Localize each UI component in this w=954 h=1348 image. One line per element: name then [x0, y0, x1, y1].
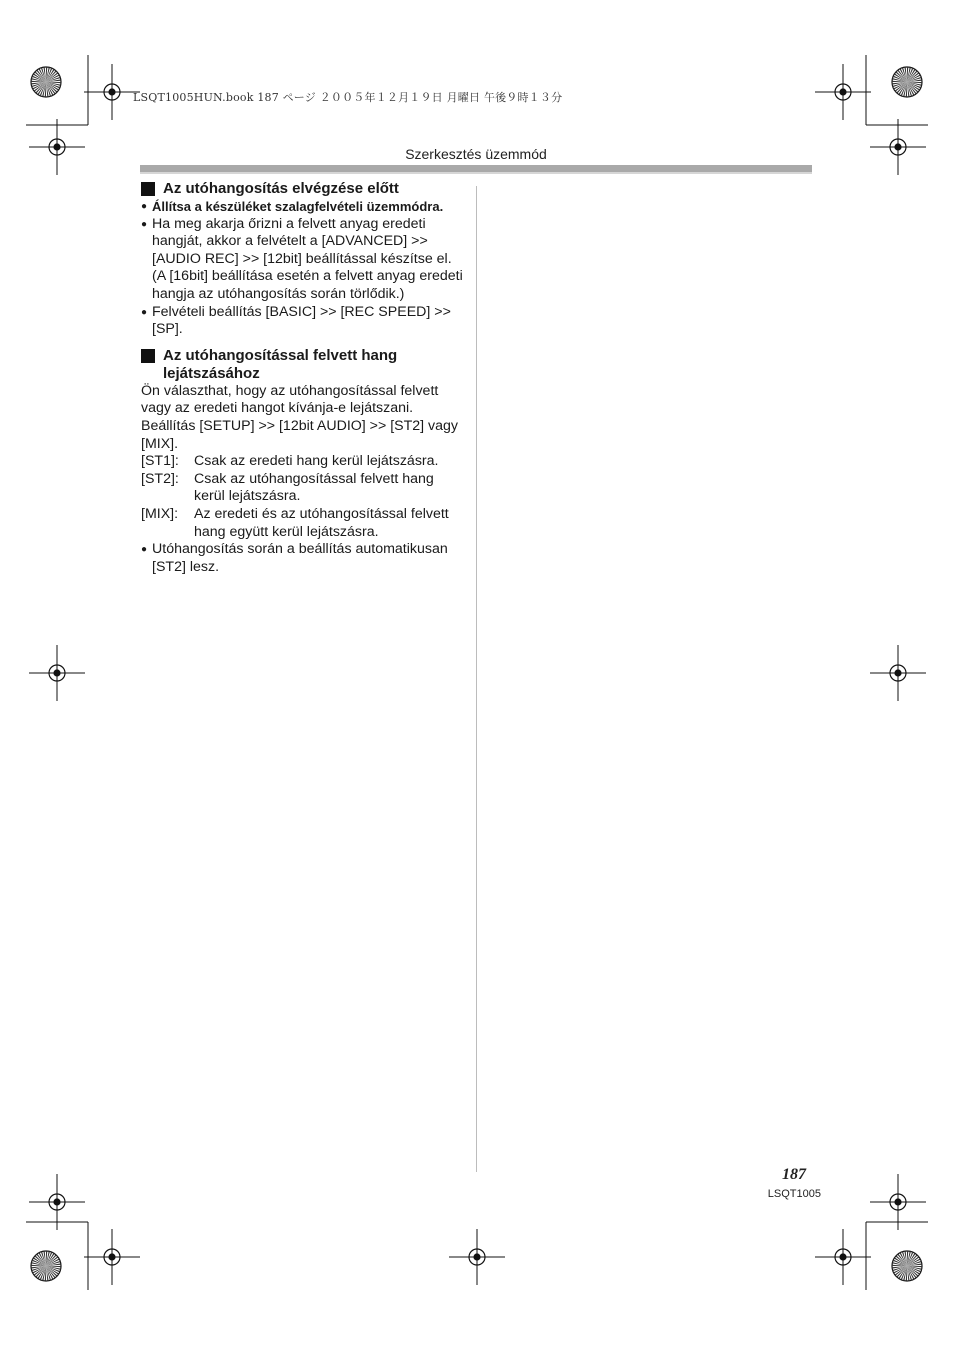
bullet-icon: ● [141, 201, 148, 212]
option-row-mix: [MIX]: Az eredeti és az utóhangosítással felvett hang együtt kerül lejátszásra. [141, 505, 449, 540]
registration-target-dot [894, 143, 901, 150]
running-head: Szerkesztés üzemmód [405, 146, 547, 162]
bullet-item: ● Állítsa a készüléket szalagfelvételi üzemmódra. [141, 199, 444, 214]
bullet-item: ● Utóhangosítás során a beállítás automatikusan [ST2] lesz. [141, 541, 448, 575]
bullet-icon: ● [141, 218, 148, 230]
setting-path: Beállítás [SETUP] >> [12bit AUDIO] >> [ST2] vagy [MIX]. [141, 417, 459, 452]
bullet-item: ● Ha meg akarja őrizni a felvett anyag eredeti hangját, akkor a felvételt a [ADVANCED] >> [AUDIO REC] >> [12bit] beállítással készítse el. (A [16bit] beállítása esetén a felvett anyag eredeti hangja az utóhangosítás során törlődik.) [141, 215, 463, 302]
bullet-icon: ● [141, 306, 148, 318]
bullet-item: ● Felvételi beállítás [BASIC] >> [REC SPEED] >> [SP]. [141, 303, 451, 338]
option-row-st1: [ST1]: Csak az eredeti hang kerül lejátszásra. [141, 453, 439, 470]
registration-target-dot [839, 1253, 846, 1260]
registration-target-dot [894, 669, 901, 676]
section-square-icon [141, 182, 155, 196]
document-code: LSQT1005 [767, 1188, 821, 1200]
option-row-st2: [ST2]: Csak az utóhangosítással felvett hang kerül lejátszásra. [141, 470, 434, 505]
registration-target-dot [53, 143, 60, 150]
column-divider [476, 186, 477, 1172]
registration-starburst-icon [31, 1251, 61, 1281]
section-title-playback: Az utóhangosítással felvett hang lejátszásához [141, 347, 467, 383]
registration-starburst-icon [892, 1251, 922, 1281]
bullet-icon: ● [141, 544, 148, 556]
page-number: 187 [782, 1166, 806, 1183]
header-rule-shadow [140, 172, 812, 174]
registration-target-dot [839, 88, 846, 95]
registration-target-dot [473, 1253, 480, 1260]
registration-target-dot [894, 1198, 901, 1205]
registration-starburst-icon [892, 67, 922, 97]
registration-target-dot [53, 1198, 60, 1205]
registration-starburst-icon [31, 67, 61, 97]
section-title-before-dubbing: Az utóhangosítás elvégzése előtt [141, 180, 467, 198]
section-square-icon [141, 349, 155, 363]
left-column [141, 180, 467, 576]
registration-target-dot [108, 88, 115, 95]
header-rule [140, 165, 812, 172]
registration-target-dot [53, 669, 60, 676]
section-intro: Ön választhat, hogy az utóhangosítással felvett vagy az eredeti hangot kívánja-e lejátszani. [141, 382, 439, 417]
print-imprint-line: LSQT1005HUN.book 187 ページ ２００５年１２月１９日 月曜日 午後９時１３分 [133, 91, 563, 104]
registration-target-dot [108, 1253, 115, 1260]
